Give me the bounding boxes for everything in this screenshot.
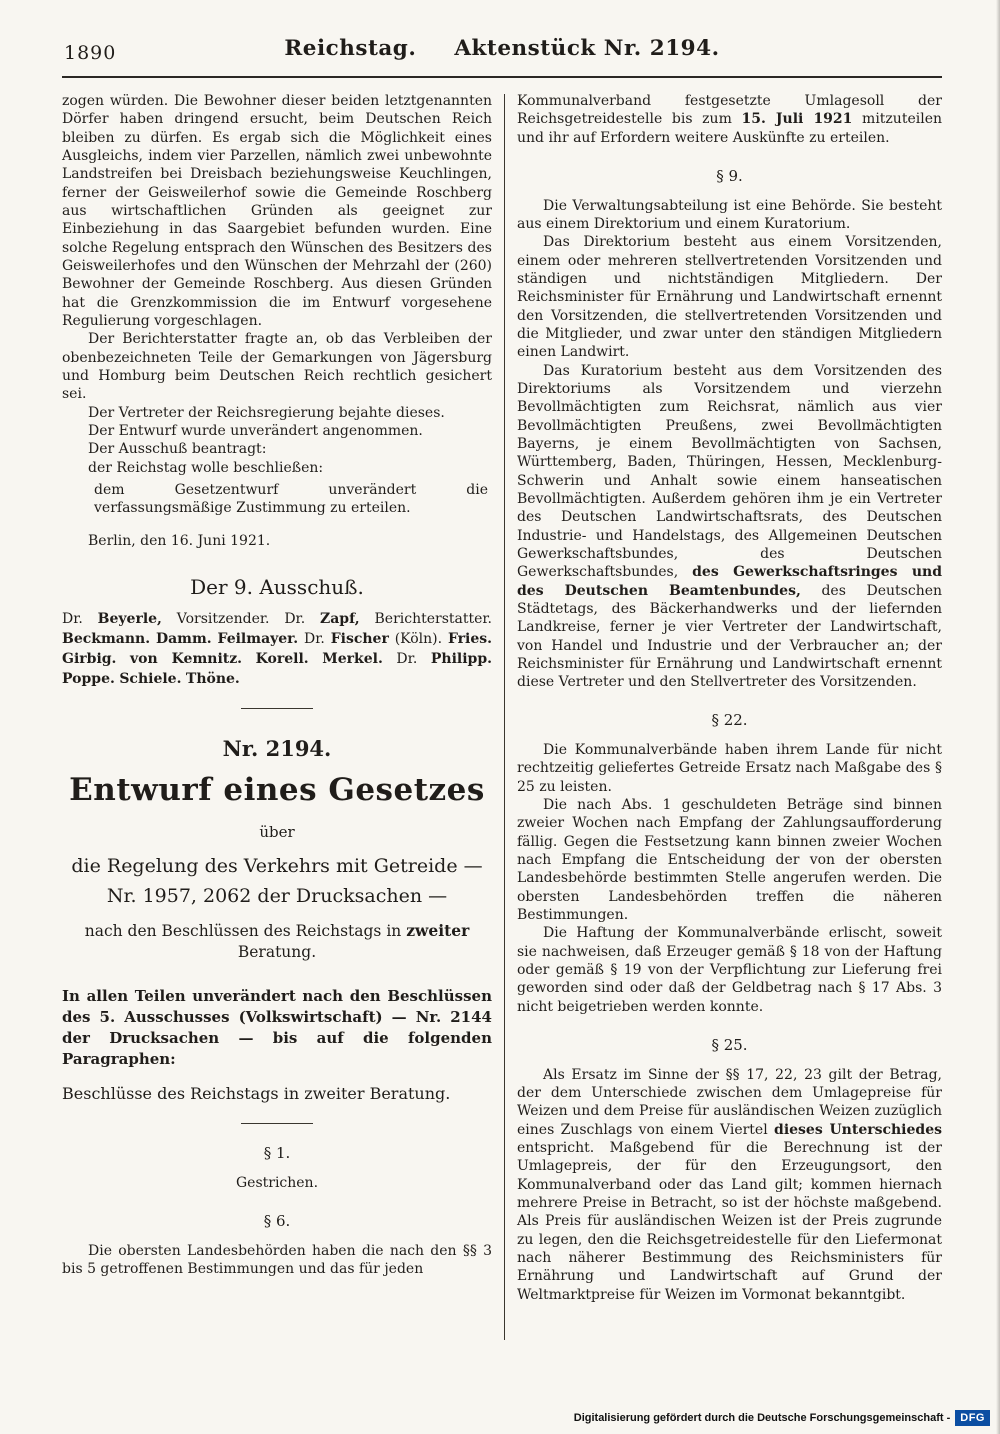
date-line: Berlin, den 16. Juni 1921. bbox=[88, 532, 271, 549]
paragraph: Der Ausschuß beantragt: bbox=[88, 441, 267, 458]
section-heading-1: § 1. bbox=[263, 1143, 291, 1162]
committee-notice: In allen Teilen unverändert nach den Beschlüssen des 5. Ausschusses (Volkswirtschaft) — Nr. 2144 der Drucksachen — bis auf die folgenden Paragraphen: bbox=[62, 986, 492, 1068]
section-heading-25: § 25. bbox=[711, 1036, 748, 1055]
resolutions-heading: Beschlüsse des Reichstags in zweiter Beratung. bbox=[62, 1083, 451, 1103]
paragraph: Die Verwaltungsabteilung ist eine Behörde. Sie besteht aus einem Direktorium und einem Kuratorium. bbox=[517, 197, 942, 232]
paragraph: Das Direktorium besteht aus einem Vorsitzenden, einem oder mehreren stellvertretenden Vorsitzenden und ständigen und nichtständigen Mitgliedern. Der Reichsminister für Ernährung und Landwirtschaft ernennt den Vorsitzenden, die stellvertretenden Vorsitzenden und die Mitglieder, und zwar unter den ständigen Mitgliedern einen Landwirt. bbox=[517, 234, 942, 361]
text-columns bbox=[62, 92, 942, 1340]
ueber-line: über bbox=[259, 822, 295, 841]
right-column bbox=[517, 92, 942, 1340]
paragraph: Der Berichterstatter fragte an, ob das Verbleiben der obenbezeichneten Teile der Gemarkungen von Jägersburg und Homburg beim Deutschen Reich rechtlich gesichert sei. bbox=[62, 331, 492, 403]
paragraph: Die nach Abs. 1 geschuldeten Beträge sind binnen zweier Wochen nach Empfang der Zahlungsaufforderung fällig. Gegen die Festsetzung kann binnen zweier Wochen nach Empfang die Entscheidung der von der obersten Landesbehörde bestimmten Stelle angerufen werden. Die obersten Landesbehörden treffen die näheren Bestimmungen. bbox=[517, 797, 942, 924]
credit-text: Digitalisierung gefördert durch die Deutsche Forschungsgemeinschaft - bbox=[573, 1412, 951, 1424]
paragraph: Der Entwurf wurde unverändert angenommen. bbox=[88, 422, 423, 439]
section-heading-6: § 6. bbox=[263, 1211, 291, 1230]
header-title bbox=[62, 36, 942, 61]
paragraph: der Reichstag wolle beschließen: bbox=[88, 459, 324, 476]
resolution-text: dem Gesetzentwurf unverändert die verfassungsmäßige Zustimmung zu erteilen. bbox=[94, 481, 488, 517]
column-divider bbox=[504, 94, 505, 1340]
header-rule bbox=[62, 76, 942, 78]
committee-heading: Der 9. Ausschuß. bbox=[190, 574, 364, 599]
header-journal-name: Reichstag. bbox=[284, 36, 417, 61]
paragraph: Der Vertreter der Reichsregierung bejahte dieses. bbox=[88, 404, 445, 421]
separator-rule bbox=[241, 708, 313, 709]
separator-rule bbox=[241, 1123, 313, 1124]
continuation-paragraph: Kommunalverband festgesetzte Umlagesoll der Reichsgetreidestelle bis zum 15. Juli 1921 mitzuteilen und ihr auf Erfordern weitere Auskünfte zu erteilen. bbox=[517, 93, 942, 146]
paragraph: Die Kommunalverbände haben ihrem Lande für nicht rechtzeitig geliefertes Getreide Ersatz nach Maßgabe des § 25 zu leisten. bbox=[517, 742, 942, 795]
digitization-credit bbox=[574, 1410, 990, 1426]
section-heading-9: § 9. bbox=[716, 166, 743, 185]
page-header bbox=[62, 36, 942, 70]
reading-note: nach den Beschlüssen des Reichstags in zweiter Beratung. bbox=[84, 920, 470, 962]
dfg-logo: DFG bbox=[955, 1410, 990, 1426]
header-document-number: Aktenstück Nr. 2194. bbox=[454, 36, 720, 61]
paragraph: Die Haftung der Kommunalverbände erlischt, soweit sie nachweisen, daß Erzeuger gemäß § 18 von der Haftung oder gemäß § 19 von der Verpflichtung zur Lieferung frei geworden sind oder daß der Geldbetrag nach § 17 Abs. 3 nicht beigetrieben werden konnte. bbox=[517, 925, 942, 1015]
law-subject-line-1: die Regelung des Verkehrs mit Getreide — bbox=[71, 855, 483, 878]
paragraph: Die obersten Landesbehörden haben die nach den §§ 3 bis 5 getroffenen Bestimmungen und das für jeden bbox=[62, 1242, 492, 1277]
page-number: 1890 bbox=[64, 42, 117, 64]
left-column bbox=[62, 92, 492, 1340]
document-number-heading: Nr. 2194. bbox=[222, 735, 332, 761]
section-heading-22: § 22. bbox=[711, 711, 748, 730]
section-stricken: Gestrichen. bbox=[235, 1174, 319, 1191]
law-subject-line-2: Nr. 1957, 2062 der Drucksachen — bbox=[106, 884, 448, 907]
opening-paragraph: zogen würden. Die Bewohner dieser beiden letztgenannten Dörfer haben dringend ersucht, beim Deutschen Reich bleiben zu dürfen. Es ergab sich die Möglichkeit eines Ausgleichs, indem vier Parzellen, nämlich zwei unbewohnte Landstreifen bei Dreisbach beziehungsweise Keuchlingen, ferner der Geisweilerhof sowie die Gemeinde Roschberg aus wirtschaftlichen Gründen als geeignet zur Einbeziehung in das Saargebiet befunden wurden. Eine solche Regelung entsprach den Wünschen des Besitzers des Geisweilerhofes und den Wünschen der Mehrzahl der (260) Bewohner der Gemeinde Roschberg. Aus diesen Gründen hat die Grenzkommission die im Entwurf vorgesehene Regulierung vorgeschlagen. bbox=[62, 93, 492, 329]
committee-members: Dr. Beyerle, Vorsitzender. Dr. Zapf, Berichterstatter. Beckmann. Damm. Feilmayer. Dr. Fischer (Köln). Fries. Girbig. von Kemnitz. Korell. Merkel. Dr. Philipp. Poppe. Schiele. Thöne. bbox=[62, 611, 493, 687]
law-title: Entwurf eines Gesetzes bbox=[69, 772, 485, 809]
paragraph: Das Kuratorium besteht aus dem Vorsitzenden des Direktoriums als Vorsitzendem und vierzehn Bevollmächtigten zum Reichsrat, nämlich aus vier Bevollmächtigten Preußens, zwei Bevollmächtigten Bayerns, je einem Bevollmächtigten von Sachsen, Württemberg, Baden, Thüringen, Hessen, Mecklenburg-Schwerin und Anhalt sowie einem hanseatischen Bevollmächtigten. Außerdem gehören ihm je ein Vertreter des Deutschen Landwirtschaftsrats, des Deutschen Industrie- und Handelstags, des Allgemeinen Deutschen Gewerkschaftsbundes, des Deutschen Gewerkschaftsbundes, des Gewerkschaftsringes und des Deutschen Beamtenbundes, des Deutschen Städtetags, des Bäckerhandwerks und der liefernden Landkreise, ferner je vier Vertreter der Landwirtschaft, von Handel und Industrie und der Verbraucher an; der Reichsminister für Ernährung und Landwirtschaft ernennt diese Vertreter und den Stellvertreter des Vorsitzenden. bbox=[517, 362, 943, 691]
paragraph: Als Ersatz im Sinne der §§ 17, 22, 23 gilt der Betrag, der dem Unterschiede zwischen dem Umlagepreise für Weizen und dem Preise für ausländischen Weizen zuzüglich eines Zuschlags von einem Viertel dieses Unterschiedes entspricht. Maßgebend für die Berechnung ist der Umlagepreis, der für den Erzeugungsort, den Kommunalverband oder das Land gilt; kommen hiernach mehrere Preise in Betracht, so ist der höchste maßgebend. Als Preis für ausländischen Weizen ist der Preis zugrunde zu legen, den die Reichsgetreidestelle für den Liefermonat nach näherer Bestimmung des Reichsministers für Ernährung und Landwirtschaft auf Grund der Weltmarktpreise für Weizen im Vormonat bekanntgibt. bbox=[517, 1066, 942, 1303]
